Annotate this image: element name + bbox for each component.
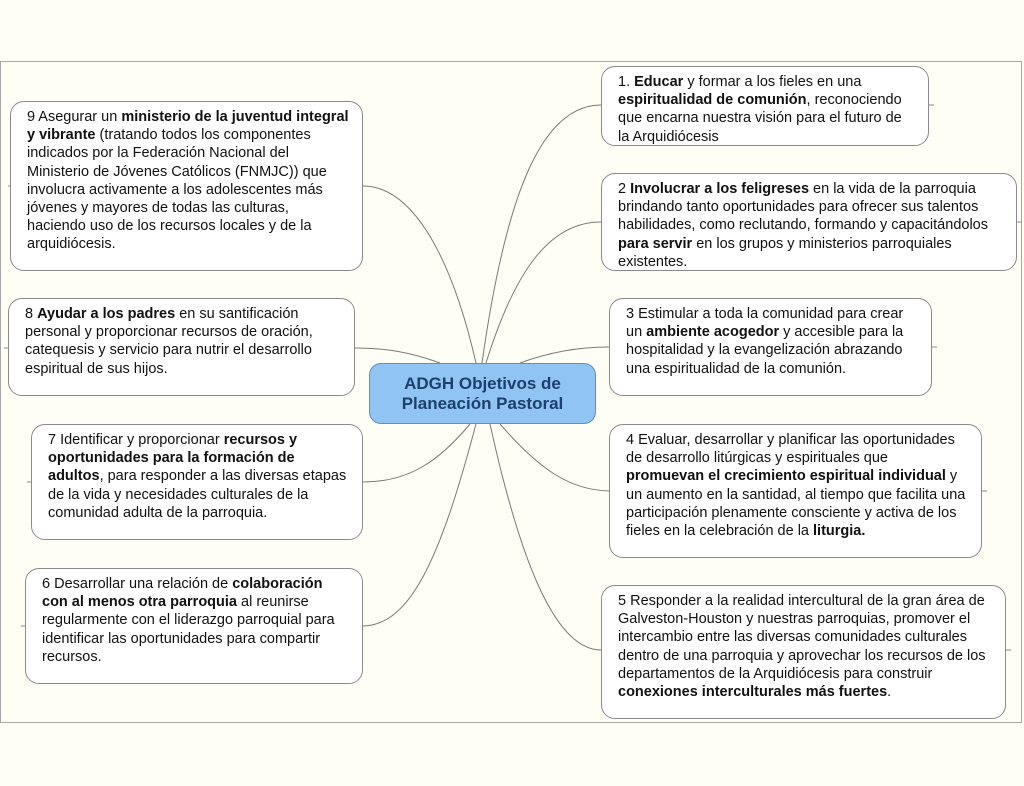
central-topic-line-2: Planeación Pastoral bbox=[401, 393, 564, 413]
connector-7 bbox=[363, 424, 470, 482]
objective-text: 6 Desarrollar una relación de bbox=[42, 576, 233, 592]
objective-1-node[interactable] bbox=[601, 66, 929, 146]
objective-emphasis-text: promuevan el crecimiento espiritual individual bbox=[626, 468, 946, 485]
objective-text: 8 bbox=[25, 306, 38, 322]
objective-2-node[interactable] bbox=[601, 173, 1017, 271]
connector-8 bbox=[355, 348, 440, 363]
objective-emphasis-text: recursos y oportunidades para la formación de adultos bbox=[48, 432, 298, 485]
objective-emphasis-text: conexiones interculturales más fuertes bbox=[618, 684, 888, 701]
objective-emphasis-text: espiritualidad de comunión bbox=[618, 92, 807, 109]
objective-text: 5 Responder a la realidad intercultural de la gran área de Galveston-Houston y nuestras parroquias, promover el intercambio entre las diversas comunidades culturales dentro de una parroquia y aprovechar los recursos de los departamentos de la Arquidiócesis para construir bbox=[618, 593, 986, 682]
objective-text: 9 Asegurar un bbox=[27, 109, 122, 125]
objective-text: . bbox=[887, 684, 892, 701]
objective-emphasis-text: para servir bbox=[618, 235, 693, 252]
objective-7-node[interactable] bbox=[31, 424, 363, 540]
connector-9 bbox=[363, 186, 476, 363]
objective-text: 1. bbox=[618, 74, 635, 90]
connector-2 bbox=[486, 222, 601, 363]
objective-text: en los grupos y ministerios parroquiales existentes. bbox=[618, 235, 952, 270]
objective-text: en su santificación personal y proporcionar recursos de oración, catequesis y servicio para nutrir el desarrollo espiritual de sus hijos. bbox=[25, 306, 313, 377]
connector-5 bbox=[490, 424, 601, 650]
connector-3 bbox=[520, 347, 609, 363]
objective-text: 4 Evaluar, desarrollar y planificar las oportunidades de desarrollo litúrgicas y espirituales que bbox=[626, 432, 955, 467]
objective-text: y formar a los fieles en una bbox=[683, 74, 862, 90]
objective-5-node[interactable] bbox=[601, 585, 1006, 719]
objective-4-node[interactable] bbox=[609, 424, 982, 558]
objective-text: , reconociendo que encarna nuestra visión para el futuro de la Arquidiócesis bbox=[618, 92, 902, 145]
objective-9-node[interactable] bbox=[10, 101, 363, 271]
objective-6-node[interactable] bbox=[25, 568, 363, 684]
objective-text: y accesible para la hospitalidad y la evangelización abrazando una espiritualidad de la comunión. bbox=[626, 324, 904, 377]
central-topic-line-1: ADGH Objetivos de bbox=[404, 373, 561, 393]
objective-emphasis-text: colaboración con al menos otra parroquia bbox=[42, 576, 323, 611]
objective-emphasis-text: Involucrar a los feligreses bbox=[630, 181, 810, 197]
objective-emphasis-text: ambiente acogedor bbox=[646, 324, 780, 341]
objective-3-node[interactable] bbox=[609, 298, 932, 396]
connector-6 bbox=[363, 424, 476, 626]
objective-text: al reunirse regularmente con el liderazgo parroquial para identificar las oportunidades para compartir recursos. bbox=[42, 594, 335, 665]
objective-8-node[interactable] bbox=[8, 298, 355, 396]
objective-text: 3 Estimular a toda la comunidad para crear un bbox=[626, 306, 904, 341]
objective-emphasis-text: ministerio de la juventud integral y vibrante bbox=[27, 109, 349, 144]
objective-text: 7 Identificar y proporcionar bbox=[48, 432, 224, 448]
connector-4 bbox=[500, 424, 609, 491]
objective-emphasis-text: Educar bbox=[634, 74, 684, 90]
objective-emphasis-text: Ayudar a los padres bbox=[37, 306, 176, 322]
objective-text: en la vida de la parroquia brindando tanto oportunidades para ofrecer sus talentos habilidades, como reclutando, formando y capacitándolos bbox=[618, 181, 988, 234]
objective-text: (tratando todos los componentes indicados por la Federación Nacional del Ministerio de Jóvenes Católicos (FNMJC)) que involucra activamente a los adolescentes más jóvenes y mayores de todas las culturas, haciendo uso de los recursos locales y de la arquidiócesis. bbox=[27, 127, 327, 253]
central-topic[interactable] bbox=[369, 363, 596, 424]
objective-text: 2 bbox=[618, 181, 631, 197]
objective-text: y un aumento en la santidad, al tiempo que facilita una participación plenamente consciente y activa de los fieles en la celebración de la bbox=[626, 468, 966, 540]
objective-text: , para responder a las diversas etapas de la vida y necesidades culturales de la comunidad adulta de la parroquia. bbox=[48, 468, 347, 521]
objective-emphasis-text: liturgia. bbox=[813, 523, 866, 540]
